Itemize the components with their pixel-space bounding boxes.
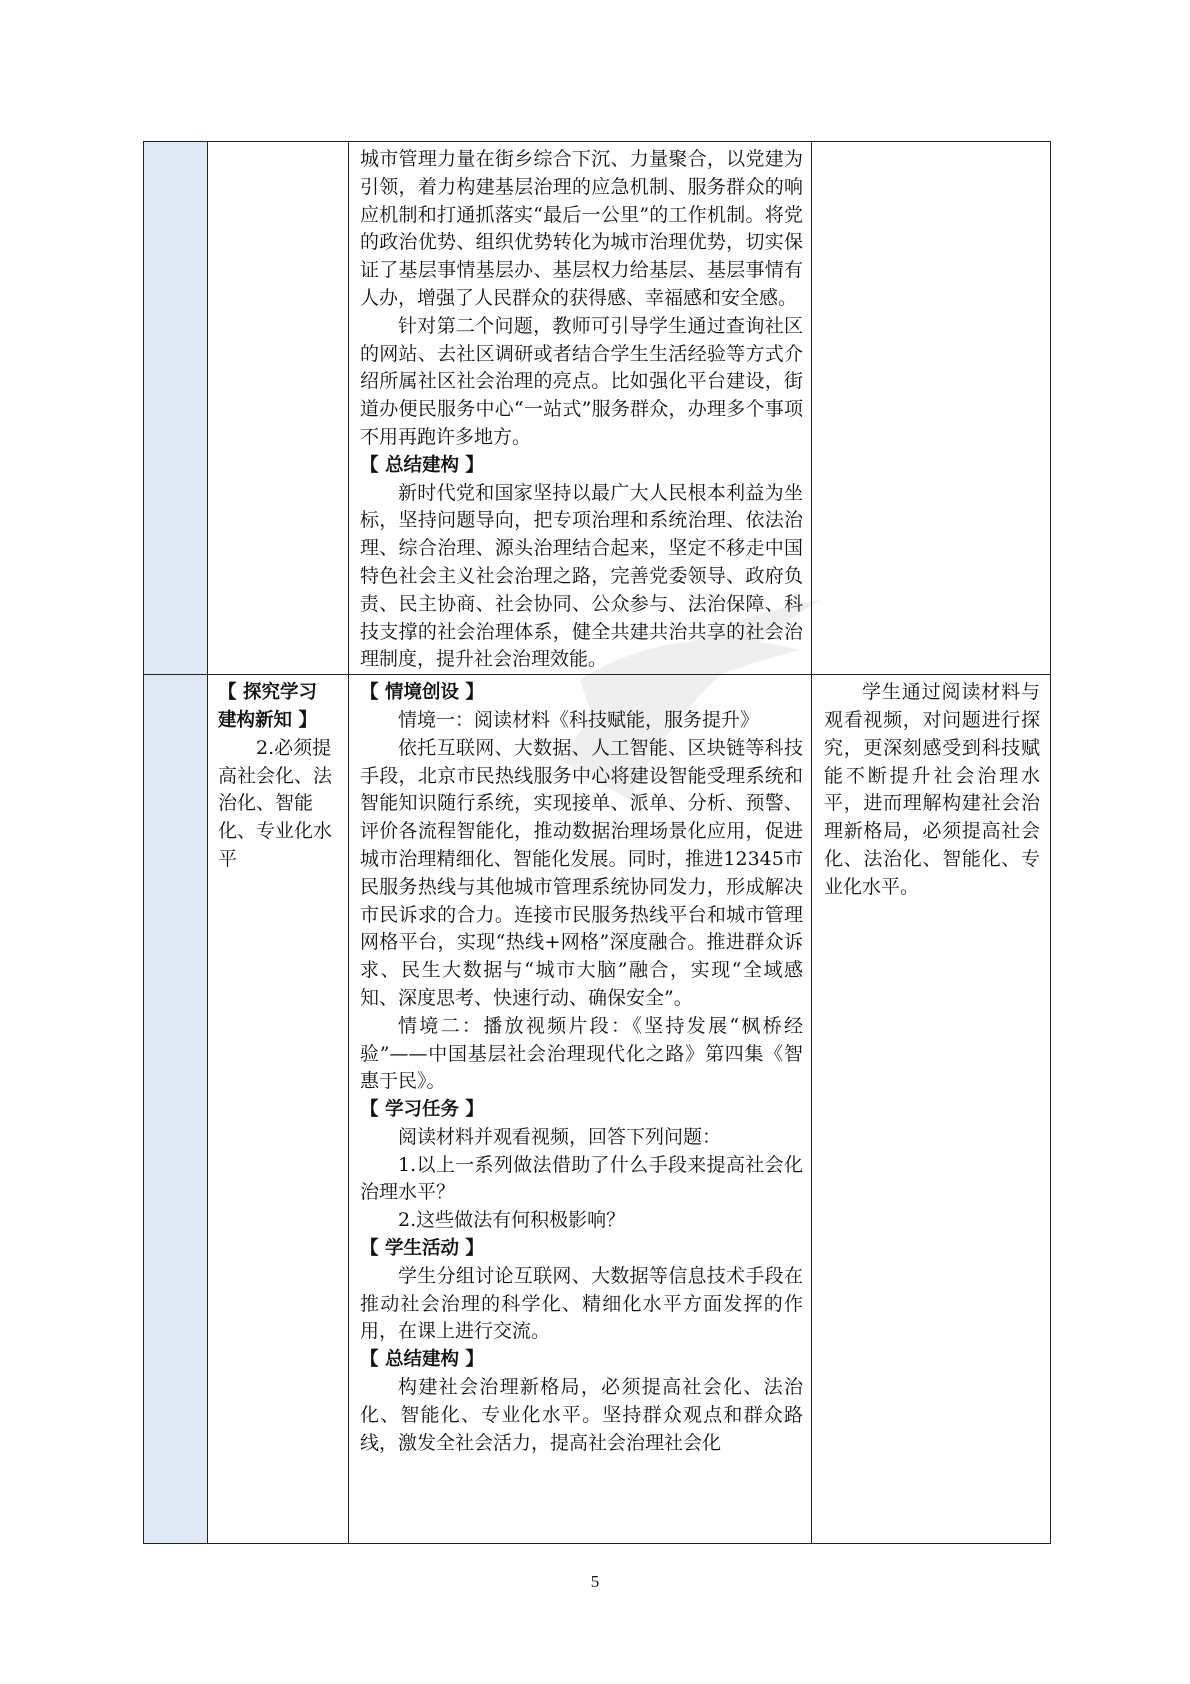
paragraph: 构建社会治理新格局，必须提高社会化、法治化、智能化、专业化水平。坚持群众观点和群众路线，激发全社会活力，提高社会治理社会化 <box>360 1376 803 1454</box>
paragraph: 城市管理力量在街乡综合下沉、力量聚合，以党建为引领，着力构建基层治理的应急机制、服务群众的响应机制和打通抓落实“最后一公里”的工作机制。将党的政治优势、组织优势转化为城市治理优势，切实保证了基层事情基层办、基层权力给基层、基层事情有人办，增强了人民群众的获得感、幸福感和安全感。 <box>360 148 803 309</box>
design-intent-cell <box>812 142 1051 675</box>
paragraph: 情境一：阅读材料《科技赋能，服务提升》 <box>398 708 760 731</box>
teaching-content <box>349 675 811 1457</box>
section-heading: 【 情境创设 】 <box>360 682 484 704</box>
paragraph: 针对第二个问题，教师可引导学生通过查询社区的网站、去社区调研或者结合学生生活经验等方式介绍所属社区社会治理的亮点。比如强化平台建设，街道办便民服务中心“一站式”服务群众，办理多个事项不用再跑许多地方。 <box>360 314 803 448</box>
paragraph: 新时代党和国家坚持以最广大人民根本利益为坐标，坚持问题导向，把专项治理和系统治理、依法治理、综合治理、源头治理结合起来，坚定不移走中国特色社会主义社会治理之路，完善党委领导、政府负责、民主协商、社会协同、公众参与、法治保障、科技支撑的社会治理体系，健全共建共治共享的社会治理制度，提升社会治理效能。 <box>360 481 803 671</box>
table-row <box>144 675 1051 1544</box>
stage-heading: 【 探究学习 <box>218 682 317 704</box>
paragraph: 2.这些做法有何积极影响？ <box>398 1209 626 1232</box>
paragraph: 阅读材料并观看视频，回答下列问题： <box>398 1125 722 1148</box>
section-heading: 【 总结建构 】 <box>360 454 484 476</box>
design-intent-cell <box>812 675 1051 1544</box>
stage-cell <box>208 142 349 675</box>
section-heading: 【 总结建构 】 <box>360 1349 484 1371</box>
stage-heading: 建构新知 】 <box>218 709 317 731</box>
paragraph: 情境二：播放视频片段：《坚持发展“枫桥经验”——中国基层社会治理现代化之路》第四集《智惠于民》。 <box>360 1014 803 1093</box>
stage-topic: 2.必须提高社会化、法治化、智能化、专业化水平 <box>218 736 333 870</box>
stage-color-column <box>144 675 208 1544</box>
paragraph: 1.以上一系列做法借助了什么手段来提高社会化治理水平？ <box>360 1153 803 1204</box>
table-row <box>144 142 1051 675</box>
paragraph: 学生分组讨论互联网、大数据等信息技术手段在推动社会治理的科学化、精细化水平方面发挥的作用，在课上进行交流。 <box>360 1264 803 1343</box>
design-intent-text: 学生通过阅读材料与观看视频，对问题进行探究，更深刻感受到科技赋能不断提升社会治理水平，进而理解构建社会治理新格局，必须提高社会化、法治化、智能化、专业化水平。 <box>824 681 1040 898</box>
stage-cell <box>208 675 349 1544</box>
teaching-content-cell <box>349 675 812 1544</box>
teaching-content <box>349 142 811 674</box>
teaching-content-cell <box>349 142 812 675</box>
section-heading: 【 学习任务 】 <box>360 1099 484 1121</box>
stage-color-column <box>144 142 208 675</box>
section-heading: 【 学生活动 】 <box>360 1238 484 1260</box>
paragraph: 依托互联网、大数据、人工智能、区块链等科技手段，北京市民热线服务中心将建设智能受理系统和智能知识随行系统，实现接单、派单、分析、预警、评价各流程智能化，推动数据治理场景化应用，促进城市治理精细化、智能化发展。同时，推进12345市民服务热线与其他城市管理系统协同发力，形成解决市民诉求的合力。连接市民服务热线平台和城市管理网格平台，实现“热线+网格”深度融合。推进群众诉求、民生大数据与“城市大脑”融合，实现“全域感知、深度思考、快速行动、确保安全”。 <box>360 736 803 1009</box>
lesson-plan-table <box>143 141 1051 1544</box>
page-number: 5 <box>590 1572 600 1591</box>
